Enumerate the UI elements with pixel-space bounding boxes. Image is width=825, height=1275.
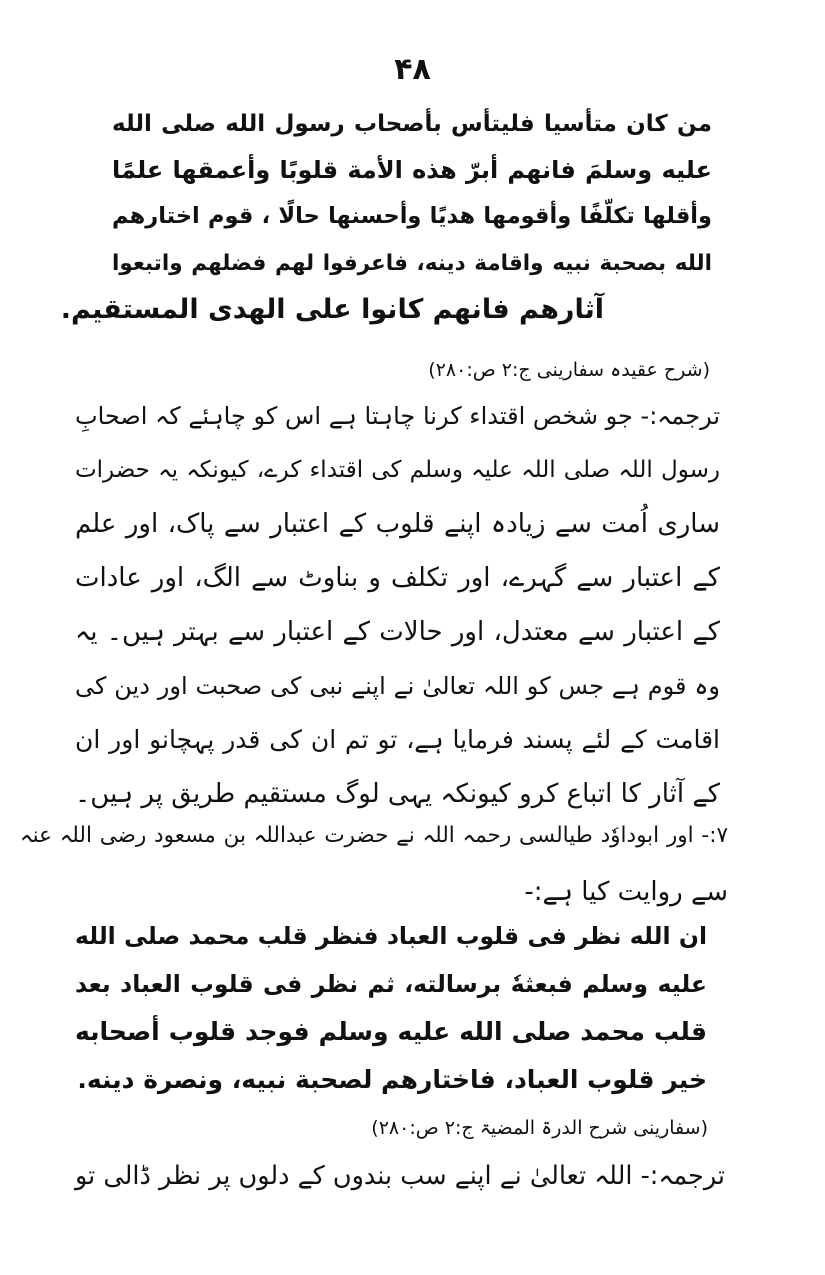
urdu-translation-1-line: کے اعتبار سے گہرے، اور تکلف و بناوٹ سے الگ، اور عادات xyxy=(75,563,720,593)
arabic-quote-1-line: آثارهم فانهم كانوا على الهدى المستقيم. xyxy=(60,294,604,325)
reference-2: (سفارینی شرح الدرۃ المضیۃ ج:۲ ص:۲۸۰) xyxy=(371,1117,708,1139)
item-7-line: سے روایت کیا ہے:- xyxy=(524,877,728,907)
page-number: ۴۸ xyxy=(394,52,431,87)
urdu-translation-1-line: وہ قوم ہے جس کو اللہ تعالیٰ نے اپنے نبی کی صحبت اور دین کی xyxy=(75,672,720,700)
urdu-translation-1-line: ساری اُمت سے زیادہ اپنے قلوب کے اعتبار سے پاک، اور علم xyxy=(75,509,720,539)
item-7-line: ۷:- اور ابوداوٗد طیالسی رحمہ اللہ نے حضرت عبداللہ بن مسعود رضی اللہ عنہ xyxy=(20,823,728,848)
arabic-quote-1-line: من كان متأسيا فليتأس بأصحاب رسول الله صلى الله xyxy=(112,111,712,137)
arabic-quote-2-line: خير قلوب العباد، فاختارهم لصحبة نبيه، ونصرة دينه. xyxy=(77,1065,707,1094)
urdu-translation-1-line: اقامت کے لئے پسند فرمایا ہے، تو تم ان کی قدر پہچانو اور ان xyxy=(75,725,720,754)
reference-1: (شرح عقیدہ سفارینی ج:۲ ص:۲۸۰) xyxy=(428,359,710,381)
arabic-quote-1 xyxy=(60,104,712,334)
arabic-quote-2-line: عليه وسلم فبعثهٗ برسالته، ثم نظر فى قلوب العباد بعد xyxy=(75,970,707,998)
urdu-translation-1 xyxy=(75,396,720,816)
urdu-translation-1-line: رسول اللہ صلی اللہ علیہ وسلم کی اقتداء کرے، کیونکہ یہ حضرات xyxy=(75,457,720,483)
arabic-quote-2-line: ان الله نظر فى قلوب العباد فنظر قلب محمد صلى الله xyxy=(75,922,707,950)
urdu-translation-2 xyxy=(75,1156,725,1206)
urdu-translation-1-line: کے اعتبار سے معتدل، اور حالات کے اعتبار سے بہتر ہیں۔ یہ xyxy=(75,617,720,647)
arabic-quote-2 xyxy=(75,916,707,1106)
arabic-quote-1-line: عليه وسلمَ فانهم أبرّ هذه الأمة قلوبًا وأعمقها علمًا xyxy=(112,156,712,184)
urdu-translation-1-line: ترجمہ:- جو شخص اقتداء کرنا چاہتا ہے اس کو چاہئے کہ اصحابِ xyxy=(75,402,720,430)
arabic-quote-2-line: قلب محمد صلى الله عليه وسلم فوجد قلوب أصحابه xyxy=(75,1017,707,1046)
item-7 xyxy=(20,816,728,916)
arabic-quote-1-line: الله بصحبة نبيه واقامة دينه، فاعرفوا لهم فضلهم واتبعوا xyxy=(112,251,712,276)
urdu-translation-1-line: کے آثار کا اتباع کرو کیونکہ یہی لوگ مستقیم طریق پر ہیں۔ xyxy=(75,779,720,809)
urdu-translation-2-line: ترجمہ:- اللہ تعالیٰ نے اپنے سب بندوں کے دلوں پر نظر ڈالی تو xyxy=(75,1161,725,1191)
arabic-quote-1-line: وأقلها تكلّفًا وأقومها هديًا وأحسنها حالًا ، قوم اختارهم xyxy=(112,203,712,229)
